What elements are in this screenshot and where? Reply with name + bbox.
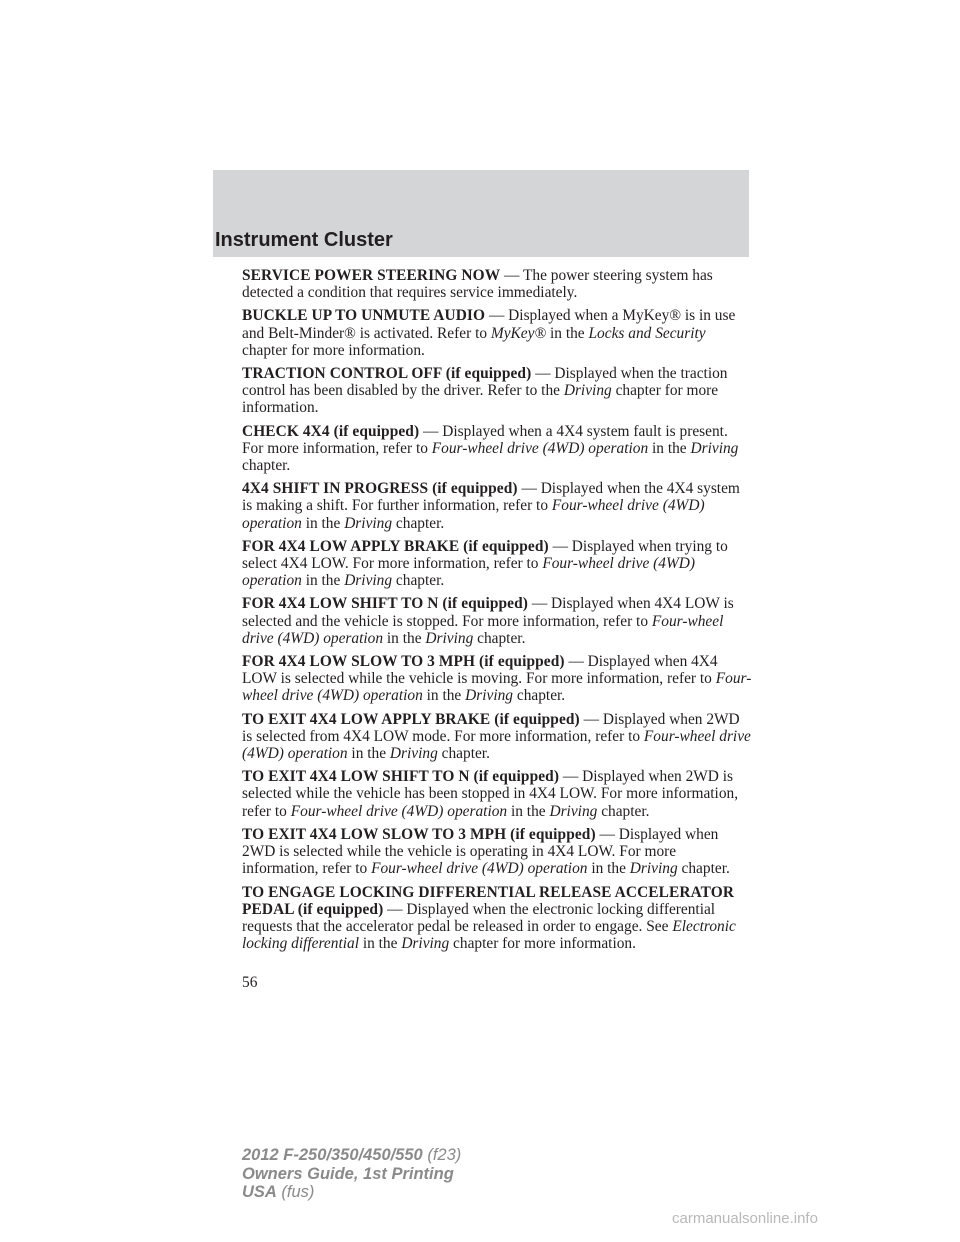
- message-name: FOR 4X4 LOW APPLY BRAKE (if equipped): [242, 537, 549, 555]
- cross-reference: Four-wheel drive (4WD) operation: [242, 670, 752, 705]
- message-entry: [242, 884, 752, 953]
- message-entry: [242, 826, 752, 878]
- message-name: TO EXIT 4X4 LOW APPLY BRAKE (if equipped): [242, 710, 580, 728]
- chapter-reference: Driving: [690, 439, 739, 457]
- message-name: TRACTION CONTROL OFF (if equipped): [242, 365, 532, 383]
- chapter-reference: Driving: [425, 629, 474, 647]
- footer-country-code: (fus): [276, 1183, 315, 1201]
- message-text: chapter.: [242, 457, 291, 475]
- message-name: BUCKLE UP TO UNMUTE AUDIO: [242, 307, 486, 325]
- footer-line-model: [242, 1146, 461, 1165]
- message-text: chapter.: [392, 572, 445, 590]
- message-entry: [242, 423, 752, 475]
- message-entry: [242, 711, 752, 763]
- cross-reference: Four-wheel drive (4WD) operation: [242, 727, 751, 763]
- footer-printing-info: [242, 1146, 461, 1202]
- message-entry: [242, 595, 752, 647]
- footer-line-printing: Owners Guide, 1st Printing: [242, 1164, 454, 1183]
- footer-country: USA: [242, 1183, 277, 1201]
- message-text: chapter.: [437, 745, 490, 763]
- cross-reference: Four-wheel drive (4WD) operation: [242, 612, 724, 647]
- cross-reference: Electronic locking differential: [242, 917, 736, 953]
- message-text: in the: [383, 629, 426, 647]
- message-text: chapter.: [392, 514, 445, 532]
- message-text: — Displayed when 2WD is selected while the vehicle is operating in 4X4 LOW. For more information, refer to: [242, 825, 719, 878]
- watermark: carmanualsonline.info: [672, 1210, 818, 1227]
- chapter-reference: Driving: [629, 860, 678, 878]
- message-text: in the: [347, 745, 390, 763]
- chapter-reference: Driving: [401, 935, 450, 953]
- message-text: in the: [301, 514, 345, 532]
- message-text: — Displayed when 4X4 LOW is selected and the vehicle is stopped. For more information, refer to: [242, 595, 734, 630]
- message-name: 4X4 SHIFT IN PROGRESS (if equipped): [242, 480, 518, 498]
- message-text: in the: [587, 860, 630, 878]
- message-text: — Displayed when the electronic locking differential requests that the accelerator pedal be released in order to engage. See: [242, 900, 716, 935]
- message-text: in the: [507, 802, 550, 820]
- cross-reference: MyKey®: [490, 324, 547, 342]
- message-name: FOR 4X4 LOW SHIFT TO N (if equipped): [242, 595, 528, 613]
- message-text: chapter.: [473, 629, 526, 647]
- message-text: chapter.: [513, 687, 566, 705]
- message-list: [242, 267, 752, 958]
- message-name: TO EXIT 4X4 LOW SHIFT TO N (if equipped): [242, 768, 560, 786]
- message-entry: [242, 267, 752, 301]
- message-entry: [242, 480, 752, 532]
- cross-reference: Four-wheel drive (4WD) operation: [431, 439, 649, 457]
- chapter-reference: Driving: [465, 687, 514, 705]
- message-entry: [242, 365, 752, 417]
- cross-reference: Four-wheel drive (4WD) operation: [242, 555, 696, 590]
- message-text: — Displayed when 2WD is selected from 4X4 LOW mode. For more information, refer to: [242, 710, 740, 745]
- chapter-reference: Driving: [549, 802, 598, 820]
- message-text: — Displayed when trying to select 4X4 LOW. For more information, refer to: [242, 537, 728, 573]
- message-text: chapter for more information.: [449, 935, 636, 953]
- message-text: — Displayed when the traction control has been disabled by the driver. Refer to the: [242, 365, 728, 400]
- section-title: Instrument Cluster: [215, 229, 393, 251]
- message-text: chapter for more information.: [242, 382, 719, 417]
- footer-model: 2012 F-250/350/450/550: [242, 1146, 423, 1164]
- message-text: in the: [301, 572, 345, 590]
- chapter-reference: Driving: [344, 572, 393, 590]
- chapter-reference: Driving: [344, 514, 393, 532]
- cross-reference: Four-wheel drive (4WD) operation: [242, 497, 705, 532]
- message-text: — Displayed when the 4X4 system is making a shift. For further information, refer to: [242, 480, 740, 515]
- message-text: — The power steering system has detected a condition that requires service immediately.: [242, 267, 713, 302]
- page-number: 56: [242, 974, 258, 991]
- message-name: CHECK 4X4 (if equipped): [242, 422, 420, 440]
- message-entry: [242, 307, 752, 359]
- message-entry: [242, 768, 752, 820]
- chapter-reference: Driving: [563, 382, 612, 400]
- message-text: in the: [358, 935, 402, 953]
- message-text: chapter.: [597, 802, 650, 820]
- message-text: — Displayed when a 4X4 system fault is present. For more information, refer to: [242, 422, 728, 457]
- message-entry: [242, 538, 752, 590]
- message-name: TO ENGAGE LOCKING DIFFERENTIAL RELEASE ACCELERATOR PEDAL (if equipped): [242, 883, 735, 918]
- message-text: in the: [546, 324, 589, 342]
- message-text: in the: [648, 439, 691, 457]
- cross-reference: Four-wheel drive (4WD) operation: [290, 802, 508, 820]
- message-text: — Displayed when 2WD is selected while the vehicle has been stopped in 4X4 LOW. For more information, refer to: [242, 768, 739, 820]
- message-name: SERVICE POWER STEERING NOW: [242, 267, 501, 284]
- message-text: chapter.: [677, 860, 730, 878]
- chapter-reference: Locks and Security: [588, 324, 706, 342]
- message-text: chapter for more information.: [242, 341, 425, 359]
- message-name: FOR 4X4 LOW SLOW TO 3 MPH (if equipped): [242, 653, 565, 671]
- chapter-reference: Driving: [389, 745, 438, 763]
- footer-model-code: (f23): [422, 1146, 462, 1164]
- message-text: — Displayed when 4X4 LOW is selected while the vehicle is moving. For more information, refer to: [242, 653, 718, 688]
- message-name: TO EXIT 4X4 LOW SLOW TO 3 MPH (if equipped): [242, 825, 596, 843]
- message-entry: [242, 653, 752, 705]
- message-text: in the: [422, 687, 466, 705]
- message-text: — Displayed when a MyKey® is in use and Belt-Minder® is activated. Refer to: [242, 307, 736, 342]
- footer-line-country: [242, 1183, 461, 1202]
- cross-reference: Four-wheel drive (4WD) operation: [371, 860, 588, 878]
